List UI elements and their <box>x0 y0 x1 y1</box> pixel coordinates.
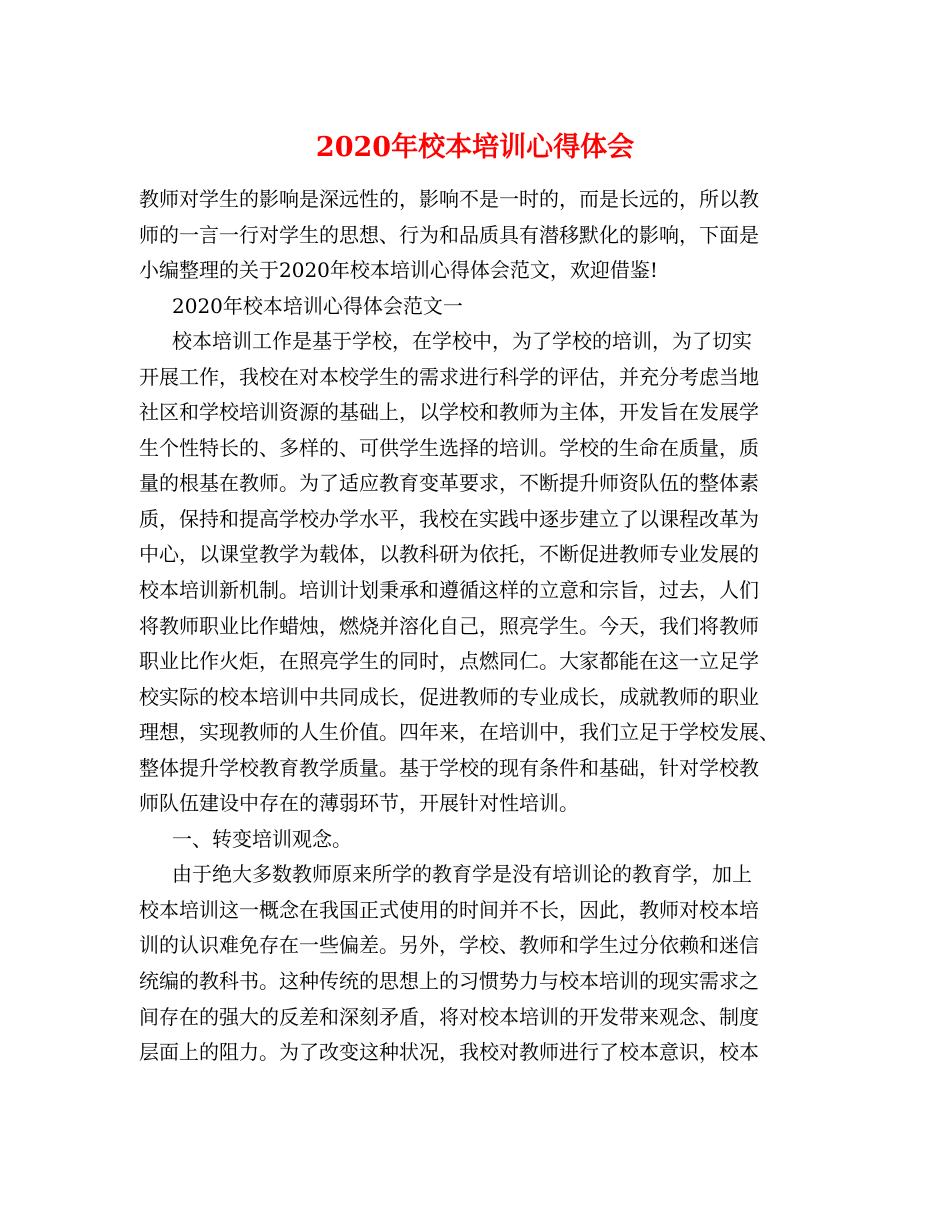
text-line: 由于绝大多数教师原来所学的教育学是没有培训论的教育学，加上 <box>172 862 752 887</box>
text-line: 训的认识难免存在一些偏差。另外，学校、教师和学生过分依赖和迷信 <box>139 933 759 958</box>
text-line: 统编的教科书。这种传统的思想上的习惯势力与校本培训的现实需求之 <box>139 969 759 994</box>
document-title: 2020年校本培训心得体会 <box>315 132 635 163</box>
text-line: 生个性特长的、多样的、可供学生选择的培训。学校的生命在质量，质 <box>139 435 759 460</box>
text-line: 校实际的校本培训中共同成长，促进教师的专业成长，成就教师的职业 <box>139 684 759 709</box>
text-line: 教师对学生的影响是深远性的，影响不是一时的，而是长远的，所以教 <box>139 187 759 211</box>
text-line: 一、转变培训观念。 <box>172 826 352 851</box>
text-line: 将教师职业比作蜡烛，燃烧并溶化自己，照亮学生。今天，我们将教师 <box>139 613 759 638</box>
document-body <box>139 182 819 1071</box>
text-line: 师的一言一行对学生的思想、行为和品质具有潜移默化的影响，下面是 <box>139 222 759 247</box>
text-line: 职业比作火炬，在照亮学生的同时，点燃同仁。大家都能在这一立足学 <box>139 649 759 674</box>
text-line: 间存在的强大的反差和深刻矛盾，将对校本培训的开发带来观念、制度 <box>139 1004 759 1029</box>
text-line: 整体提升学校教育教学质量。基于学校的现有条件和基础，针对学校教 <box>139 755 759 780</box>
text-line: 开展工作，我校在对本校学生的需求进行科学的评估，并充分考虑当地 <box>139 364 759 389</box>
text-line: 层面上的阻力。为了改变这种状况，我校对教师进行了校本意识，校本 <box>139 1040 759 1065</box>
text-line: 2020年校本培训心得体会范文一 <box>172 293 463 318</box>
text-line: 师队伍建设中存在的薄弱环节，开展针对性培训。 <box>139 791 579 816</box>
text-line: 理想，实现教师的人生价值。四年来，在培训中，我们立足于学校发展、 <box>139 720 779 745</box>
text-line: 校本培训工作是基于学校，在学校中，为了学校的培训，为了切实 <box>172 329 752 354</box>
text-line: 校本培训这一概念在我国正式使用的时间并不长，因此，教师对校本培 <box>139 897 759 922</box>
text-line: 社区和学校培训资源的基础上，以学校和教师为主体，开发旨在发展学 <box>139 400 759 425</box>
text-line: 量的根基在教师。为了适应教育变革要求，不断提升师资队伍的整体素 <box>139 471 759 496</box>
text-line: 中心，以课堂教学为载体，以教科研为依托，不断促进教师专业发展的 <box>139 542 759 567</box>
text-line: 校本培训新机制。培训计划秉承和遵循这样的立意和宗旨，过去，人们 <box>139 578 759 603</box>
text-line: 小编整理的关于2020年校本培训心得体会范文，欢迎借鉴! <box>139 258 658 283</box>
text-line: 质，保持和提高学校办学水平，我校在实践中逐步建立了以课程改革为 <box>139 506 759 531</box>
